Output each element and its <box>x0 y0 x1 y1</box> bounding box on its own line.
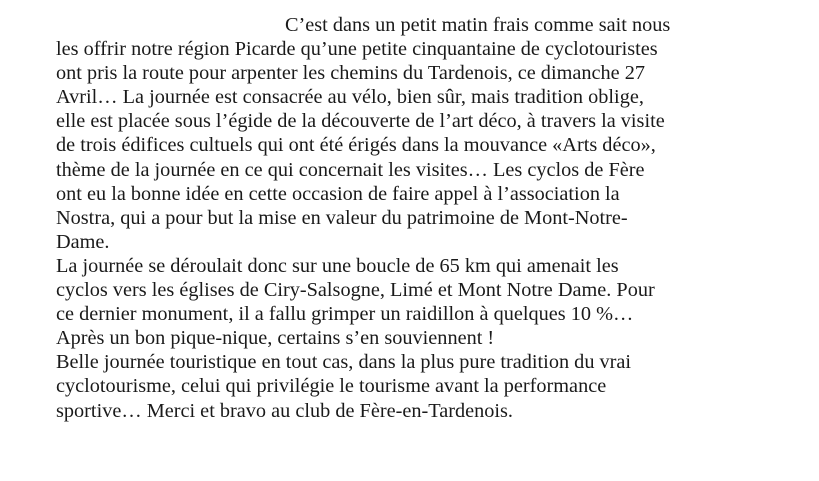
text-line: cyclos vers les églises de Ciry-Salsogne, Limé et Mont Notre Dame. Pour <box>56 279 655 302</box>
text-line: elle est placée sous l’égide de la découverte de l’art déco, à travers la visite <box>56 110 665 133</box>
text-line: C’est dans un petit matin frais comme sait nous <box>285 14 671 36</box>
paragraph-intro <box>56 13 816 254</box>
text-line: les offrir notre région Picarde qu’une petite cinquantaine de cyclotouristes <box>56 38 658 61</box>
text-line: Nostra, qui a pour but la mise en valeur du patrimoine de Mont-Notre- <box>56 206 628 229</box>
text-line: Belle journée touristique en tout cas, dans la plus pure tradition du vrai <box>56 351 632 374</box>
text-line: Avril… La journée est consacrée au vélo, bien sûr, mais tradition oblige, <box>56 86 644 109</box>
paragraph-conclusion <box>56 350 816 422</box>
text-line: La journée se déroulait donc sur une boucle de 65 km qui amenait les <box>56 254 619 277</box>
text-line: ont pris la route pour arpenter les chemins du Tardenois, ce dimanche 27 <box>56 62 645 85</box>
text-line: Dame. <box>56 230 110 253</box>
text-line: de trois édifices cultuels qui ont été érigés dans la mouvance «Arts déco», <box>56 134 656 157</box>
text-line: Après un bon pique-nique, certains s’en souviennent ! <box>56 327 495 350</box>
text-line: thème de la journée en ce qui concernait les visites… Les cyclos de Fère <box>56 158 645 181</box>
text-line: sportive… Merci et bravo au club de Fère-en-Tardenois. <box>56 399 513 422</box>
text-line: cyclotourisme, celui qui privilégie le tourisme avant la performance <box>56 375 607 398</box>
paragraph-route <box>56 254 816 350</box>
text-line: ce dernier monument, il a fallu grimper un raidillon à quelques 10 %… <box>56 303 634 326</box>
text-line: ont eu la bonne idée en cette occasion de faire appel à l’association la <box>56 182 620 205</box>
article-body <box>56 13 816 423</box>
